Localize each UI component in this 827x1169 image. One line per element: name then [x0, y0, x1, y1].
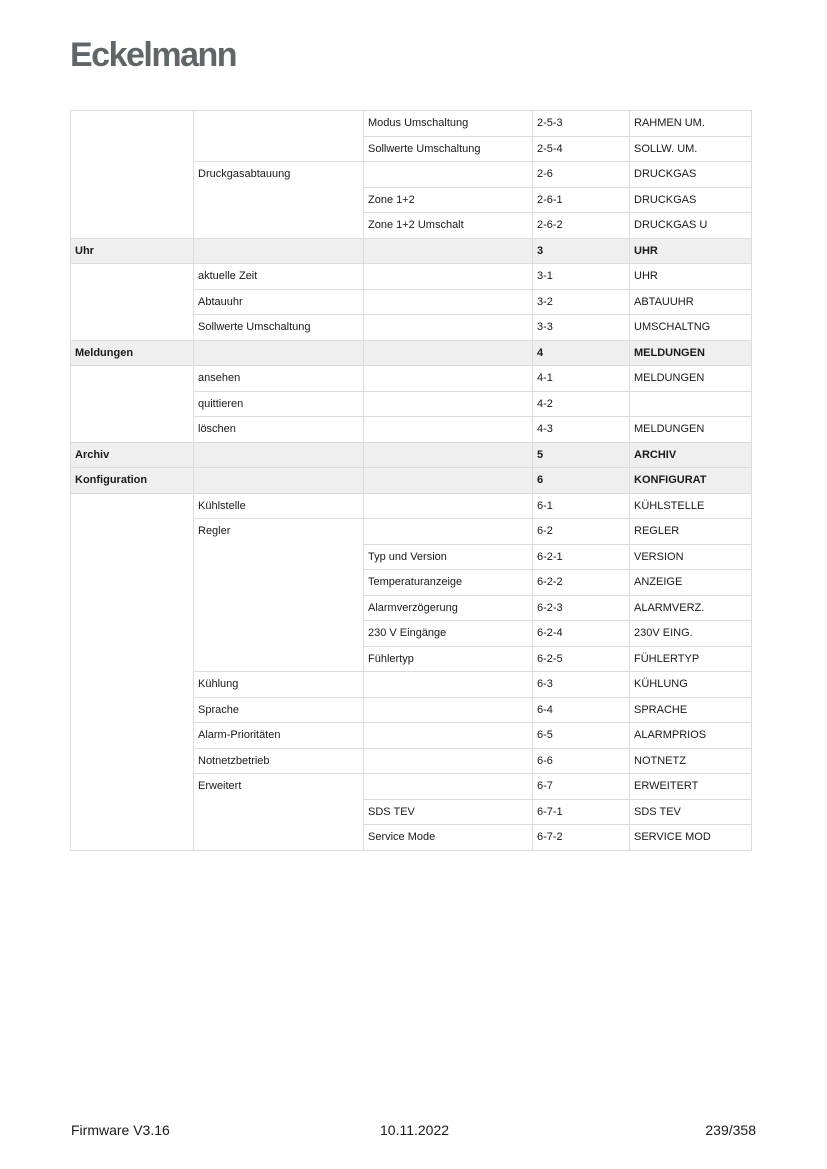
menu-number-cell: 2-5-4	[533, 136, 630, 162]
display-text-cell: ALARMPRIOS	[630, 723, 752, 749]
menu-number-cell: 2-6	[533, 162, 630, 188]
menu-number-cell: 6-7	[533, 774, 630, 800]
footer-page-number: 239/358	[705, 1122, 756, 1138]
menu-level-3-cell	[364, 391, 533, 417]
menu-level-3-cell	[364, 519, 533, 545]
menu-number-cell: 3-2	[533, 289, 630, 315]
menu-number-cell: 6-2-1	[533, 544, 630, 570]
menu-level-1-cell	[71, 493, 194, 850]
footer-date: 10.11.2022	[380, 1122, 450, 1138]
menu-table-body	[71, 111, 752, 851]
menu-number-cell: 6-7-2	[533, 825, 630, 851]
menu-number-cell: 2-6-2	[533, 213, 630, 239]
menu-level-2-cell: ansehen	[194, 366, 364, 392]
menu-number-cell: 6-6	[533, 748, 630, 774]
menu-level-3-cell	[364, 723, 533, 749]
display-text-cell: MELDUNGEN	[630, 417, 752, 443]
menu-level-2-cell: Kühlstelle	[194, 493, 364, 519]
menu-level-3-cell: 230 V Eingänge	[364, 621, 533, 647]
menu-number-cell: 4-1	[533, 366, 630, 392]
menu-number-cell: 6-2-3	[533, 595, 630, 621]
display-text-cell: VERSION	[630, 544, 752, 570]
display-text-cell: REGLER	[630, 519, 752, 545]
menu-level-3-cell: Zone 1+2 Umschalt	[364, 213, 533, 239]
display-text-cell: ABTAUUHR	[630, 289, 752, 315]
menu-level-2-cell: Sollwerte Umschaltung	[194, 315, 364, 341]
menu-level-3-cell	[364, 748, 533, 774]
table-row	[71, 264, 752, 290]
menu-level-1-cell	[71, 264, 194, 341]
menu-level-2-cell: Regler	[194, 519, 364, 672]
display-text-cell: SDS TEV	[630, 799, 752, 825]
menu-level-2-cell	[194, 340, 364, 366]
menu-level-3-cell	[364, 468, 533, 494]
menu-level-3-cell	[364, 238, 533, 264]
menu-number-cell: 3-3	[533, 315, 630, 341]
menu-level-2-cell: Abtauuhr	[194, 289, 364, 315]
display-text-cell: KÜHLSTELLE	[630, 493, 752, 519]
menu-level-2-cell: Alarm-Prioritäten	[194, 723, 364, 749]
display-text-cell: SERVICE MOD	[630, 825, 752, 851]
menu-number-cell: 4-2	[533, 391, 630, 417]
menu-level-1-cell	[71, 111, 194, 239]
menu-number-cell: 2-5-3	[533, 111, 630, 137]
display-text-cell: FÜHLERTYP	[630, 646, 752, 672]
menu-number-cell: 3-1	[533, 264, 630, 290]
display-text-cell: RAHMEN UM.	[630, 111, 752, 137]
menu-level-3-cell	[364, 340, 533, 366]
menu-level-3-cell	[364, 493, 533, 519]
menu-level-3-cell	[364, 162, 533, 188]
menu-level-3-cell: Zone 1+2	[364, 187, 533, 213]
table-row	[71, 493, 752, 519]
display-text-cell: UHR	[630, 238, 752, 264]
table-row	[71, 366, 752, 392]
menu-level-3-cell: Modus Umschaltung	[364, 111, 533, 137]
menu-number-cell: 6-2-5	[533, 646, 630, 672]
menu-level-2-cell: Erweitert	[194, 774, 364, 851]
menu-level-3-cell: Fühlertyp	[364, 646, 533, 672]
display-text-cell: ANZEIGE	[630, 570, 752, 596]
display-text-cell: DRUCKGAS	[630, 187, 752, 213]
menu-level-3-cell	[364, 366, 533, 392]
menu-level-1-cell: Uhr	[71, 238, 194, 264]
menu-level-2-cell: löschen	[194, 417, 364, 443]
menu-number-cell: 6-2	[533, 519, 630, 545]
menu-level-3-cell	[364, 289, 533, 315]
menu-number-cell: 6-7-1	[533, 799, 630, 825]
menu-level-3-cell: Typ und Version	[364, 544, 533, 570]
menu-level-2-cell: Kühlung	[194, 672, 364, 698]
menu-number-cell: 6	[533, 468, 630, 494]
brand-logo: Eckelmann	[70, 36, 237, 74]
menu-number-cell: 3	[533, 238, 630, 264]
display-text-cell: ERWEITERT	[630, 774, 752, 800]
table-section-row	[71, 340, 752, 366]
menu-level-2-cell: Druckgasabtauung	[194, 162, 364, 239]
menu-level-3-cell	[364, 315, 533, 341]
display-text-cell: KONFIGURAT	[630, 468, 752, 494]
display-text-cell: MELDUNGEN	[630, 340, 752, 366]
table-section-row	[71, 442, 752, 468]
menu-level-2-cell: aktuelle Zeit	[194, 264, 364, 290]
menu-number-cell: 5	[533, 442, 630, 468]
table-section-row	[71, 468, 752, 494]
menu-level-2-cell	[194, 238, 364, 264]
menu-structure-table	[70, 110, 752, 851]
menu-number-cell: 6-2-2	[533, 570, 630, 596]
display-text-cell: DRUCKGAS U	[630, 213, 752, 239]
menu-level-3-cell: Alarmverzögerung	[364, 595, 533, 621]
menu-level-3-cell	[364, 697, 533, 723]
menu-level-1-cell: Konfiguration	[71, 468, 194, 494]
menu-level-2-cell	[194, 468, 364, 494]
menu-level-2-cell	[194, 111, 364, 162]
menu-level-2-cell: Sprache	[194, 697, 364, 723]
menu-number-cell: 4-3	[533, 417, 630, 443]
footer-firmware-version: Firmware V3.16	[71, 1122, 170, 1138]
display-text-cell: KÜHLUNG	[630, 672, 752, 698]
menu-level-2-cell	[194, 442, 364, 468]
menu-level-1-cell	[71, 366, 194, 443]
display-text-cell: SPRACHE	[630, 697, 752, 723]
menu-number-cell: 6-2-4	[533, 621, 630, 647]
menu-level-3-cell	[364, 417, 533, 443]
menu-level-3-cell: Sollwerte Umschaltung	[364, 136, 533, 162]
display-text-cell: 230V EING.	[630, 621, 752, 647]
display-text-cell: UHR	[630, 264, 752, 290]
menu-level-2-cell: quittieren	[194, 391, 364, 417]
display-text-cell: UMSCHALTNG	[630, 315, 752, 341]
menu-number-cell: 4	[533, 340, 630, 366]
display-text-cell: MELDUNGEN	[630, 366, 752, 392]
table-row	[71, 111, 752, 137]
menu-level-2-cell: Notnetzbetrieb	[194, 748, 364, 774]
display-text-cell	[630, 391, 752, 417]
display-text-cell: DRUCKGAS	[630, 162, 752, 188]
menu-level-1-cell: Meldungen	[71, 340, 194, 366]
menu-level-3-cell	[364, 264, 533, 290]
menu-number-cell: 6-5	[533, 723, 630, 749]
display-text-cell: NOTNETZ	[630, 748, 752, 774]
menu-level-3-cell: SDS TEV	[364, 799, 533, 825]
menu-level-3-cell	[364, 442, 533, 468]
display-text-cell: ALARMVERZ.	[630, 595, 752, 621]
menu-level-3-cell: Temperaturanzeige	[364, 570, 533, 596]
menu-level-1-cell: Archiv	[71, 442, 194, 468]
menu-number-cell: 6-1	[533, 493, 630, 519]
menu-number-cell: 6-3	[533, 672, 630, 698]
menu-level-3-cell: Service Mode	[364, 825, 533, 851]
menu-number-cell: 6-4	[533, 697, 630, 723]
menu-level-3-cell	[364, 672, 533, 698]
display-text-cell: SOLLW. UM.	[630, 136, 752, 162]
menu-level-3-cell	[364, 774, 533, 800]
display-text-cell: ARCHIV	[630, 442, 752, 468]
table-section-row	[71, 238, 752, 264]
menu-number-cell: 2-6-1	[533, 187, 630, 213]
